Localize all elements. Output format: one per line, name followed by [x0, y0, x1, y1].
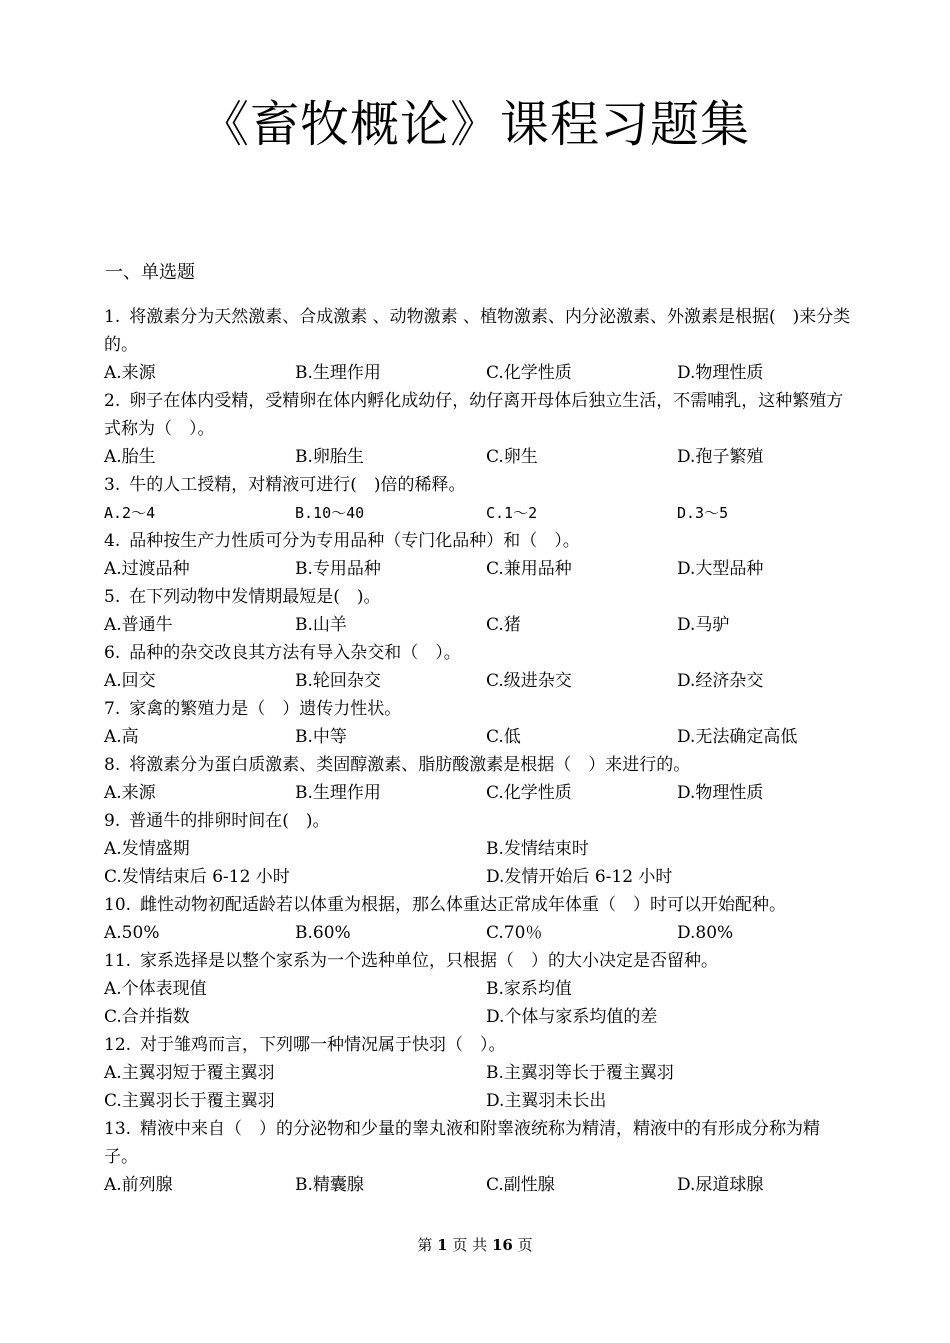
answer-option: C.兼用品种 [486, 559, 572, 579]
question-item [104, 695, 852, 751]
question-text: 将激素分为蛋白质激素、类固醇激素、脂肪酸激素是根据（ ）来进行的。 [129, 755, 691, 775]
answer-option: B.生理作用 [295, 783, 381, 803]
answer-option: B.60% [295, 923, 351, 943]
section-heading: 一、单选题 [105, 262, 195, 283]
answer-option: A.个体表现值 [104, 979, 207, 999]
answer-option: D.发情开始后 6-12 小时 [486, 867, 673, 887]
question-number: 12. [104, 1035, 132, 1055]
question-number: 7. [104, 699, 121, 719]
answer-option: B.专用品种 [295, 559, 381, 579]
answer-option: C.化学性质 [486, 363, 572, 383]
answer-option: B.主翼羽等长于覆主翼羽 [486, 1063, 674, 1083]
question-list [104, 303, 852, 1199]
answer-option: A.过渡品种 [104, 559, 190, 579]
option-row [104, 863, 852, 891]
answer-option: B.卵胎生 [295, 447, 364, 467]
page-footer [0, 1234, 950, 1255]
question-item [104, 387, 852, 471]
question-stem [104, 527, 852, 555]
answer-option: A.胎生 [104, 447, 156, 467]
question-text: 卵子在体内受精，受精卵在体内孵化成幼仔，幼仔离开母体后独立生活，不需哺乳，这种繁殖方式称为（ ）。 [104, 391, 844, 439]
answer-option: C.合并指数 [104, 1007, 190, 1027]
question-stem [104, 807, 852, 835]
question-number: 11. [104, 951, 132, 971]
total-page-count: 16 [491, 1236, 513, 1254]
question-item [104, 583, 852, 639]
answer-option: A.前列腺 [104, 1175, 173, 1195]
question-item [104, 1115, 852, 1199]
answer-option: D.物理性质 [677, 783, 764, 803]
option-row [104, 919, 852, 947]
answer-option: C.级进杂交 [486, 671, 572, 691]
option-row [104, 1087, 852, 1115]
answer-option: A.2～4 [104, 504, 156, 522]
option-row [104, 499, 852, 527]
option-row [104, 359, 852, 387]
option-row [104, 667, 852, 695]
question-number: 2. [104, 391, 121, 411]
answer-option: C.副性腺 [486, 1175, 555, 1195]
option-row [104, 723, 852, 751]
footer-suffix: 页 [517, 1236, 533, 1254]
answer-option: D.马驴 [677, 615, 730, 635]
option-row [104, 835, 852, 863]
answer-option: B.轮回杂交 [295, 671, 381, 691]
question-stem [104, 1115, 852, 1171]
option-row [104, 1059, 852, 1087]
answer-option: D.大型品种 [677, 559, 764, 579]
answer-option: B.发情结束时 [486, 839, 589, 859]
question-stem [104, 639, 852, 667]
answer-option: A.50% [104, 923, 160, 943]
question-number: 4. [104, 531, 121, 551]
question-number: 6. [104, 643, 121, 663]
question-stem [104, 947, 852, 975]
question-text: 品种的杂交改良其方法有导入杂交和（ ）。 [129, 643, 461, 663]
answer-option: B.中等 [295, 727, 347, 747]
question-item [104, 1031, 852, 1115]
answer-option: B.家系均值 [486, 979, 572, 999]
answer-option: A.发情盛期 [104, 839, 190, 859]
option-row [104, 443, 852, 471]
question-item [104, 891, 852, 947]
footer-middle: 页 共 [452, 1236, 488, 1254]
question-text: 家系选择是以整个家系为一个选种单位，只根据（ ）的大小决定是否留种。 [140, 951, 719, 971]
question-stem [104, 751, 852, 779]
question-stem [104, 303, 852, 359]
answer-option: A.来源 [104, 363, 156, 383]
question-text: 在下列动物中发情期最短是( )。 [129, 587, 381, 607]
answer-option: C.1～2 [486, 504, 538, 522]
current-page-number: 1 [437, 1236, 448, 1254]
question-text: 精液中来自（ ）的分泌物和少量的睾丸液和附睾液统称为精清，精液中的有形成分称为精子。 [104, 1119, 821, 1167]
question-text: 家禽的繁殖力是（ ）遗传力性状。 [129, 699, 402, 719]
question-item [104, 751, 852, 807]
question-item [104, 639, 852, 695]
answer-option: D.孢子繁殖 [677, 447, 764, 467]
question-number: 8. [104, 755, 121, 775]
document-title: 《畜牧概论》课程习题集 [199, 96, 750, 153]
question-stem [104, 1031, 852, 1059]
question-text: 对于雏鸡而言，下列哪一种情况属于快羽（ ）。 [140, 1035, 506, 1055]
answer-option: B.10～40 [295, 504, 365, 522]
answer-option: D.3～5 [677, 504, 729, 522]
question-item [104, 947, 852, 1031]
question-number: 3. [104, 475, 121, 495]
answer-option: A.主翼羽短于覆主翼羽 [104, 1063, 275, 1083]
answer-option: C.发情结束后 6-12 小时 [104, 867, 290, 887]
answer-option: C.低 [486, 727, 521, 747]
question-text: 雌性动物初配适龄若以体重为根据，那么体重达正常成年体重（ ）时可以开始配种。 [140, 895, 787, 915]
answer-option: B.精囊腺 [295, 1175, 364, 1195]
answer-option: D.经济杂交 [677, 671, 764, 691]
answer-option: C.70％ [486, 923, 543, 943]
answer-option: D.物理性质 [677, 363, 764, 383]
question-text: 将激素分为天然激素、合成激素 、动物激素 、植物激素、内分泌激素、外激素是根据( )来分类的。 [104, 307, 851, 355]
question-number: 9. [104, 811, 121, 831]
answer-option: A.来源 [104, 783, 156, 803]
question-item [104, 303, 852, 387]
answer-option: D.尿道球腺 [677, 1175, 764, 1195]
question-number: 5. [104, 587, 121, 607]
question-stem [104, 891, 852, 919]
answer-option: D.主翼羽未长出 [486, 1091, 607, 1111]
question-text: 品种按生产力性质可分为专用品种（专门化品种）和（ ）。 [129, 531, 580, 551]
answer-option: C.猪 [486, 615, 521, 635]
question-text: 普通牛的排卵时间在( )。 [129, 811, 330, 831]
question-stem [104, 387, 852, 443]
option-row [104, 779, 852, 807]
question-stem [104, 583, 852, 611]
answer-option: D.无法确定高低 [677, 727, 798, 747]
answer-option: D.个体与家系均值的差 [486, 1007, 658, 1027]
question-number: 1. [104, 307, 121, 327]
answer-option: B.山羊 [295, 615, 347, 635]
question-item [104, 807, 852, 891]
answer-option: B.生理作用 [295, 363, 381, 383]
answer-option: C.化学性质 [486, 783, 572, 803]
option-row [104, 975, 852, 1003]
answer-option: C.主翼羽长于覆主翼羽 [104, 1091, 275, 1111]
answer-option: A.高 [104, 727, 139, 747]
footer-prefix: 第 [417, 1236, 433, 1254]
option-row [104, 611, 852, 639]
question-stem [104, 695, 852, 723]
question-number: 13. [104, 1119, 132, 1139]
question-text: 牛的人工授精，对精液可进行( )倍的稀释。 [129, 475, 466, 495]
question-stem [104, 471, 852, 499]
option-row [104, 1171, 852, 1199]
answer-option: A.普通牛 [104, 615, 173, 635]
option-row [104, 555, 852, 583]
question-number: 10. [104, 895, 132, 915]
question-item [104, 527, 852, 583]
question-item [104, 471, 852, 527]
answer-option: D.80% [677, 923, 734, 943]
answer-option: A.回交 [104, 671, 156, 691]
option-row [104, 1003, 852, 1031]
answer-option: C.卵生 [486, 447, 538, 467]
